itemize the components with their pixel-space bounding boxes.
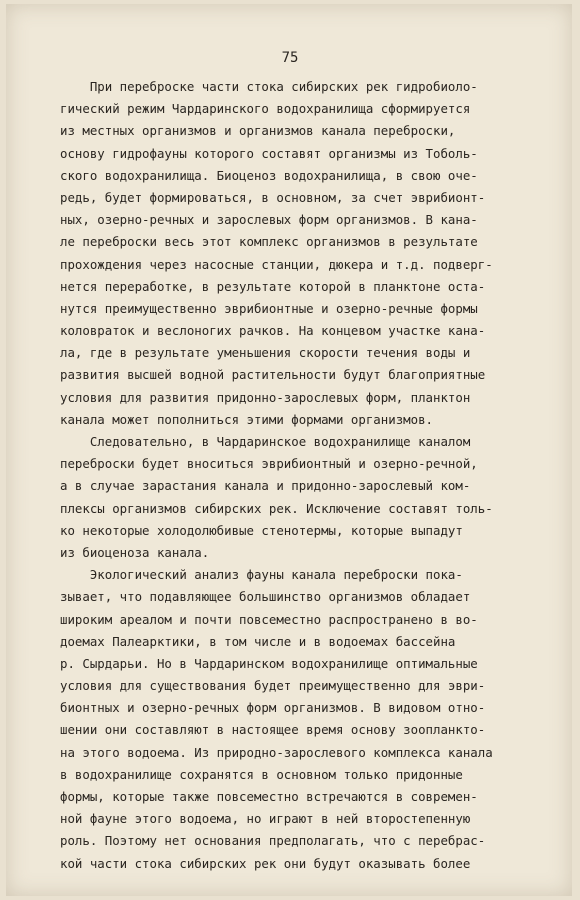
text-line: р. Сырдарьи. Но в Чардаринском водохранилище оптимальные bbox=[60, 655, 478, 671]
text-line: условия для существования будет преимущественно для эври- bbox=[60, 678, 486, 694]
text-line: Следовательно, в Чардаринское водохранилище каналом bbox=[60, 434, 471, 449]
text-line: нутся преимущественно эврибионтные и озерно-речные формы bbox=[60, 300, 478, 316]
text-line: условия для развития придонно-зарослевых форм, планктон bbox=[60, 389, 471, 405]
text-line: в водохранилище сохранятся в основном только придонные bbox=[60, 766, 463, 782]
page-number: 75 bbox=[281, 50, 299, 66]
text-line: гический режим Чардаринского водохранилища сформируется bbox=[60, 101, 471, 117]
text-line: редь, будет формироваться, в основном, за счет эврибионт- bbox=[60, 189, 486, 205]
text-line: ле переброски весь этот комплекс организмов в результате bbox=[60, 234, 478, 250]
text-line: ского водохранилища. Биоценоз водохранилища, в свою оче- bbox=[60, 167, 478, 183]
text-line: кой части стока сибирских рек они будут оказывать более bbox=[60, 855, 471, 871]
text-line: Экологический анализ фауны канала переброски пока- bbox=[60, 567, 463, 583]
text-line: ко некоторые холодолюбивые стенотермы, которые выпадут bbox=[60, 522, 463, 538]
body-text bbox=[60, 76, 540, 875]
text-line: зывает, что подавляющее большинство организмов обладает bbox=[60, 589, 471, 605]
text-line: основу гидрофауны которого составят организмы из Тоболь- bbox=[60, 145, 478, 161]
text-line: а в случае зарастания канала и придонно-зарослевый ком- bbox=[60, 478, 471, 494]
text-line: на этого водоема. Из природно-зарослевого комплекса канала bbox=[60, 744, 493, 760]
text-line: канала может пополниться этими формами организмов. bbox=[60, 411, 433, 427]
text-line: плексы организмов сибирских рек. Исключение составят толь- bbox=[60, 500, 493, 516]
text-line: ной фауне этого водоема, но играют в ней второстепенную bbox=[60, 811, 471, 827]
text-line: прохождения через насосные станции, дюкера и т.д. подверг- bbox=[60, 256, 493, 272]
text-line: При переброске части стока сибирских рек гидробиоло- bbox=[60, 79, 478, 94]
text-line: ных, озерно-речных и зарослевых форм организмов. В кана- bbox=[60, 212, 478, 228]
text-line: широким ареалом и почти повсеместно распространено в во- bbox=[60, 611, 478, 627]
text-line: ла, где в результате уменьшения скорости течения воды и bbox=[60, 345, 471, 361]
text-line: развития высшей водной растительности будут благоприятные bbox=[60, 367, 486, 383]
text-line: шении они составляют в настоящее время основу зоопланкто- bbox=[60, 722, 486, 738]
text-line: из местных организмов и организмов канала переброски, bbox=[60, 123, 456, 139]
text-line: бионтных и озерно-речных форм организмов. В видовом отно- bbox=[60, 700, 486, 716]
text-line: нется переработке, в результате которой в планктоне оста- bbox=[60, 278, 486, 294]
text-line: переброски будет вноситься эврибионтный и озерно-речной, bbox=[60, 456, 478, 472]
text-line: формы, которые также повсеместно встречаются в современ- bbox=[60, 789, 478, 804]
text-line: роль. Поэтому нет основания предполагать, что с перебрас- bbox=[60, 833, 486, 849]
text-line: коловраток и веслоногих рачков. На концевом участке кана- bbox=[60, 323, 486, 339]
text-line: из биоценоза канала. bbox=[60, 544, 210, 560]
text-line: доемах Палеарктики, в том числе и в водоемах бассейна bbox=[60, 633, 456, 649]
